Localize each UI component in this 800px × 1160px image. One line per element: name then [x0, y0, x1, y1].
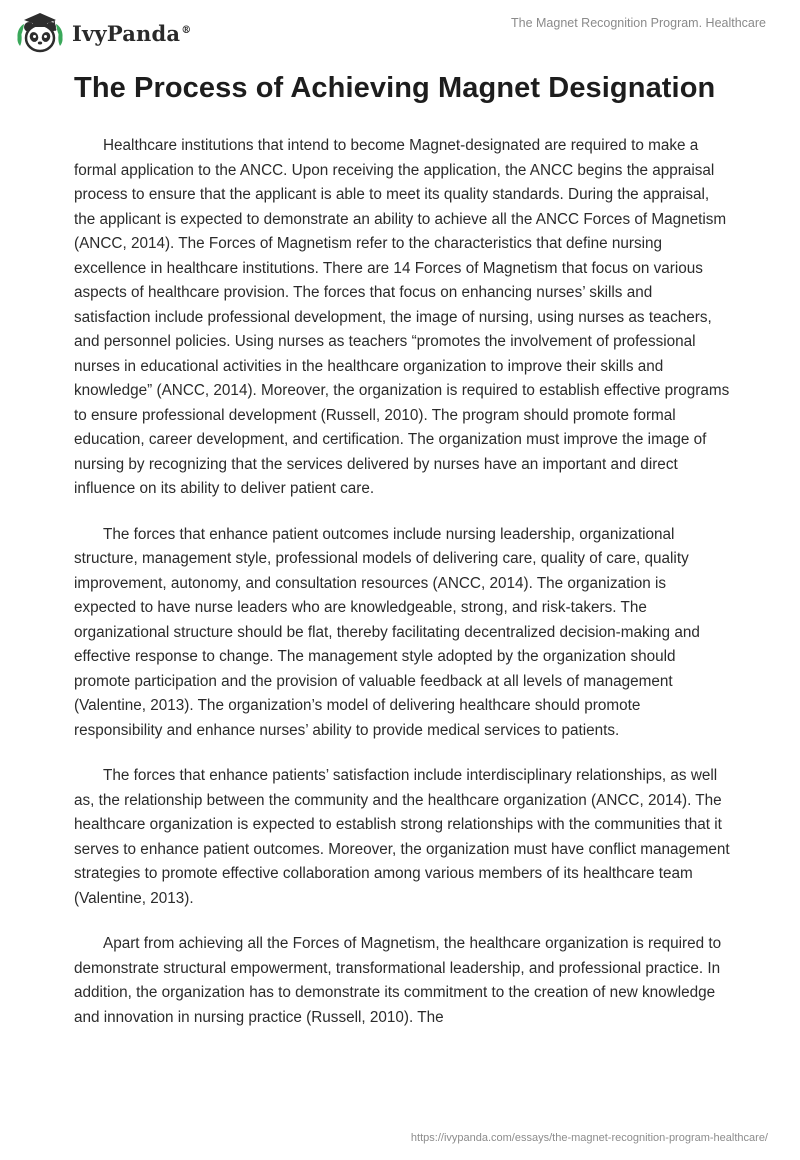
page-title: The Process of Achieving Magnet Designation [74, 72, 716, 104]
logo-wordmark: IvyPanda® [72, 20, 192, 46]
article-body [74, 134, 730, 1051]
logo[interactable] [14, 10, 191, 56]
running-head: The Magnet Recognition Program. Healthcare [511, 16, 766, 30]
paragraph: Healthcare institutions that intend to become Magnet-designated are required to make a formal application to the ANCC. Upon receiving the application, the ANCC begins the appraisal process to ensure that the applicant is able to meet its quality standards. During the appraisal, the applicant is expected to demonstrate an ability to achieve all the ANCC Forces of Magnetism (ANCC, 2014). The Forces of Magnetism refer to the characteristics that define nursing excellence in healthcare institutions. There are 14 Forces of Magnetism that focus on various aspects of healthcare provision. The forces that focus on enhancing nurses’ skills and satisfaction include professional development, the image of nursing, using nurses as teachers, and personnel policies. Using nurses as teachers “promotes the involvement of professional nurses in educational activities in the healthcare organization to improve their skills and knowledge” (ANCC, 2014). Moreover, the organization is required to establish effective programs to ensure professional development (Russell, 2010). The program should promote formal education, career development, and certification. The organization must improve the image of nursing by recognizing that the services delivered by nurses have an important and direct influence on its ability to deliver patient care. [74, 137, 730, 497]
source-url-link[interactable]: https://ivypanda.com/essays/the-magnet-recognition-program-healthcare/ [410, 1132, 768, 1144]
panda-graduate-icon [14, 10, 66, 56]
paragraph: Apart from achieving all the Forces of Magnetism, the healthcare organization is required to demonstrate structural empowerment, transformational leadership, and professional practice. In addition, the organization has to demonstrate its commitment to the creation of new knowledge and innovation in nursing practice (Russell, 2010). The [74, 935, 722, 1026]
page-header [0, 0, 800, 60]
paragraph: The forces that enhance patient outcomes include nursing leadership, organizational structure, management style, professional models of delivering care, quality of care, quality improvement, autonomy, and consultation resources (ANCC, 2014). The organization is expected to have nurse leaders who are knowledgeable, strong, and risk-takers. The organizational structure should be flat, thereby facilitating decentralized decision-making and effective response to change. The management style adopted by the organization should promote participation and the provision of valuable feedback at all levels of management (Valentine, 2013). The organization’s model of delivering healthcare should promote responsibility and enhance nurses’ ability to provide medical services to patients. [74, 525, 700, 739]
paragraph: The forces that enhance patients’ satisfaction include interdisciplinary relationships, as well as, the relationship between the community and the healthcare organization (ANCC, 2014). The healthcare organization is expected to establish strong relationships with the communities that it serves to enhance patient outcomes. Moreover, the organization must have conflict management strategies to promote effective collaboration among various members of its healthcare team (Valentine, 2013). [74, 767, 730, 907]
